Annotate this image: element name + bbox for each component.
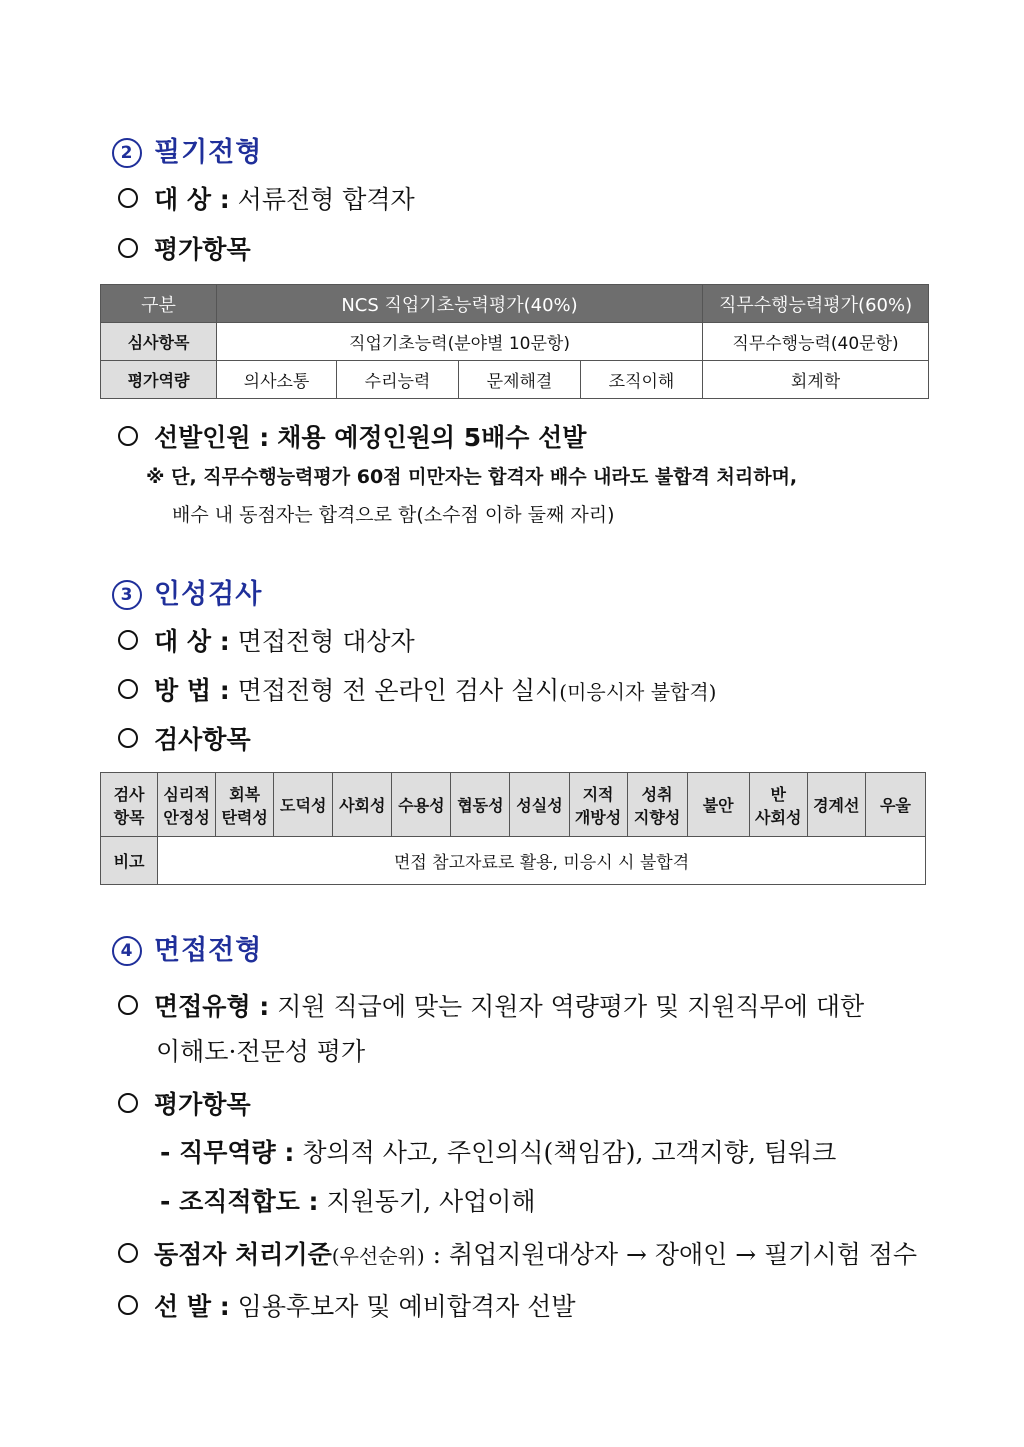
table-cell: 의사소통 <box>217 361 337 399</box>
s4-type-line-2: 이해도·전문성 평가 <box>156 1037 366 1066</box>
written-test-table <box>100 284 929 399</box>
header-ncs: NCS 직업기초능력평가(40%) <box>217 285 703 323</box>
section-2-title: 2 필기전형 <box>112 130 262 169</box>
circle-bullet-icon <box>118 728 138 748</box>
row-label: 검사 항목 <box>101 773 158 837</box>
section-4-title: 4 면접전형 <box>112 928 262 967</box>
test-item: 지적 개방성 <box>569 773 627 837</box>
test-item: 수용성 <box>392 773 451 837</box>
s2-select-line: 선발인원 : 채용 예정인원의 5배수 선발 <box>118 418 586 454</box>
circle-bullet-icon <box>118 238 138 258</box>
circle-bullet-icon <box>118 630 138 650</box>
s4-tie-line: 동점자 처리기준(우선순위) : 취업지원대상자 → 장애인 → 필기시험 점수 <box>118 1235 917 1271</box>
s3-method-line: 방 법 : 면접전형 전 온라인 검사 실시(미응시자 불합격) <box>118 671 716 707</box>
test-item: 불안 <box>687 773 749 837</box>
s3-items-label: 검사항목 <box>118 720 251 756</box>
test-item: 우울 <box>865 773 925 837</box>
s4-type-line: 면접유형 : 지원 직급에 맞는 지원자 역량평가 및 지원직무에 대한 <box>118 987 864 1023</box>
s4-item-1: - 직무역량 : 창의적 사고, 주인의식(책임감), 고객지향, 팀워크 <box>160 1138 837 1167</box>
s4-item-2: - 조직적합도 : 지원동기, 사업이해 <box>160 1187 536 1216</box>
section-3-title: 3 인성검사 <box>112 572 262 611</box>
test-item: 성실성 <box>510 773 569 837</box>
section-number: 4 <box>112 936 142 966</box>
test-item: 회복 탄력성 <box>216 773 274 837</box>
circle-bullet-icon <box>118 1093 138 1113</box>
s2-note-2: 배수 내 동점자는 합격으로 함(소수점 이하 둘째 자리) <box>172 504 615 526</box>
test-item: 사회성 <box>333 773 392 837</box>
circle-bullet-icon <box>118 426 138 446</box>
table-cell: 조직이해 <box>581 361 703 399</box>
table-cell: 회계학 <box>703 361 929 399</box>
test-item: 성취 지향성 <box>627 773 687 837</box>
s4-items-label: 평가항목 <box>118 1085 251 1121</box>
s2-note-1: ※ 단, 직무수행능력평가 60점 미만자는 합격자 배수 내라도 불합격 처리하며, <box>146 466 798 488</box>
s3-target-line: 대 상 : 면접전형 대상자 <box>118 622 415 658</box>
cell-job-items: 직무수행능력(40문항) <box>703 323 929 361</box>
row-label: 심사항목 <box>101 323 217 361</box>
header-job: 직무수행능력평가(60%) <box>703 285 929 323</box>
circle-bullet-icon <box>118 1295 138 1315</box>
circle-bullet-icon <box>118 1243 138 1263</box>
circle-bullet-icon <box>118 995 138 1015</box>
s2-target-line: 대 상 : 서류전형 합격자 <box>118 180 415 216</box>
test-item: 심리적 안정성 <box>158 773 216 837</box>
test-item: 경계선 <box>807 773 865 837</box>
row-label: 평가역량 <box>101 361 217 399</box>
header-category: 구분 <box>101 285 217 323</box>
section-number: 3 <box>112 580 142 610</box>
circle-bullet-icon <box>118 679 138 699</box>
test-items-row <box>101 773 926 837</box>
table-cell: 문제해결 <box>459 361 581 399</box>
section-number: 2 <box>112 138 142 168</box>
note-cell: 면접 참고자료로 활용, 미응시 시 불합격 <box>158 837 926 885</box>
personality-test-table <box>100 772 926 885</box>
circle-bullet-icon <box>118 188 138 208</box>
s4-select-line: 선 발 : 임용후보자 및 예비합격자 선발 <box>118 1287 575 1323</box>
row-label: 비고 <box>101 837 158 885</box>
test-item: 협동성 <box>451 773 510 837</box>
table-cell: 수리능력 <box>337 361 459 399</box>
test-item: 반 사회성 <box>749 773 807 837</box>
test-item: 도덕성 <box>274 773 333 837</box>
s2-items-label: 평가항목 <box>118 230 251 266</box>
cell-ncs-items: 직업기초능력(분야별 10문항) <box>217 323 703 361</box>
